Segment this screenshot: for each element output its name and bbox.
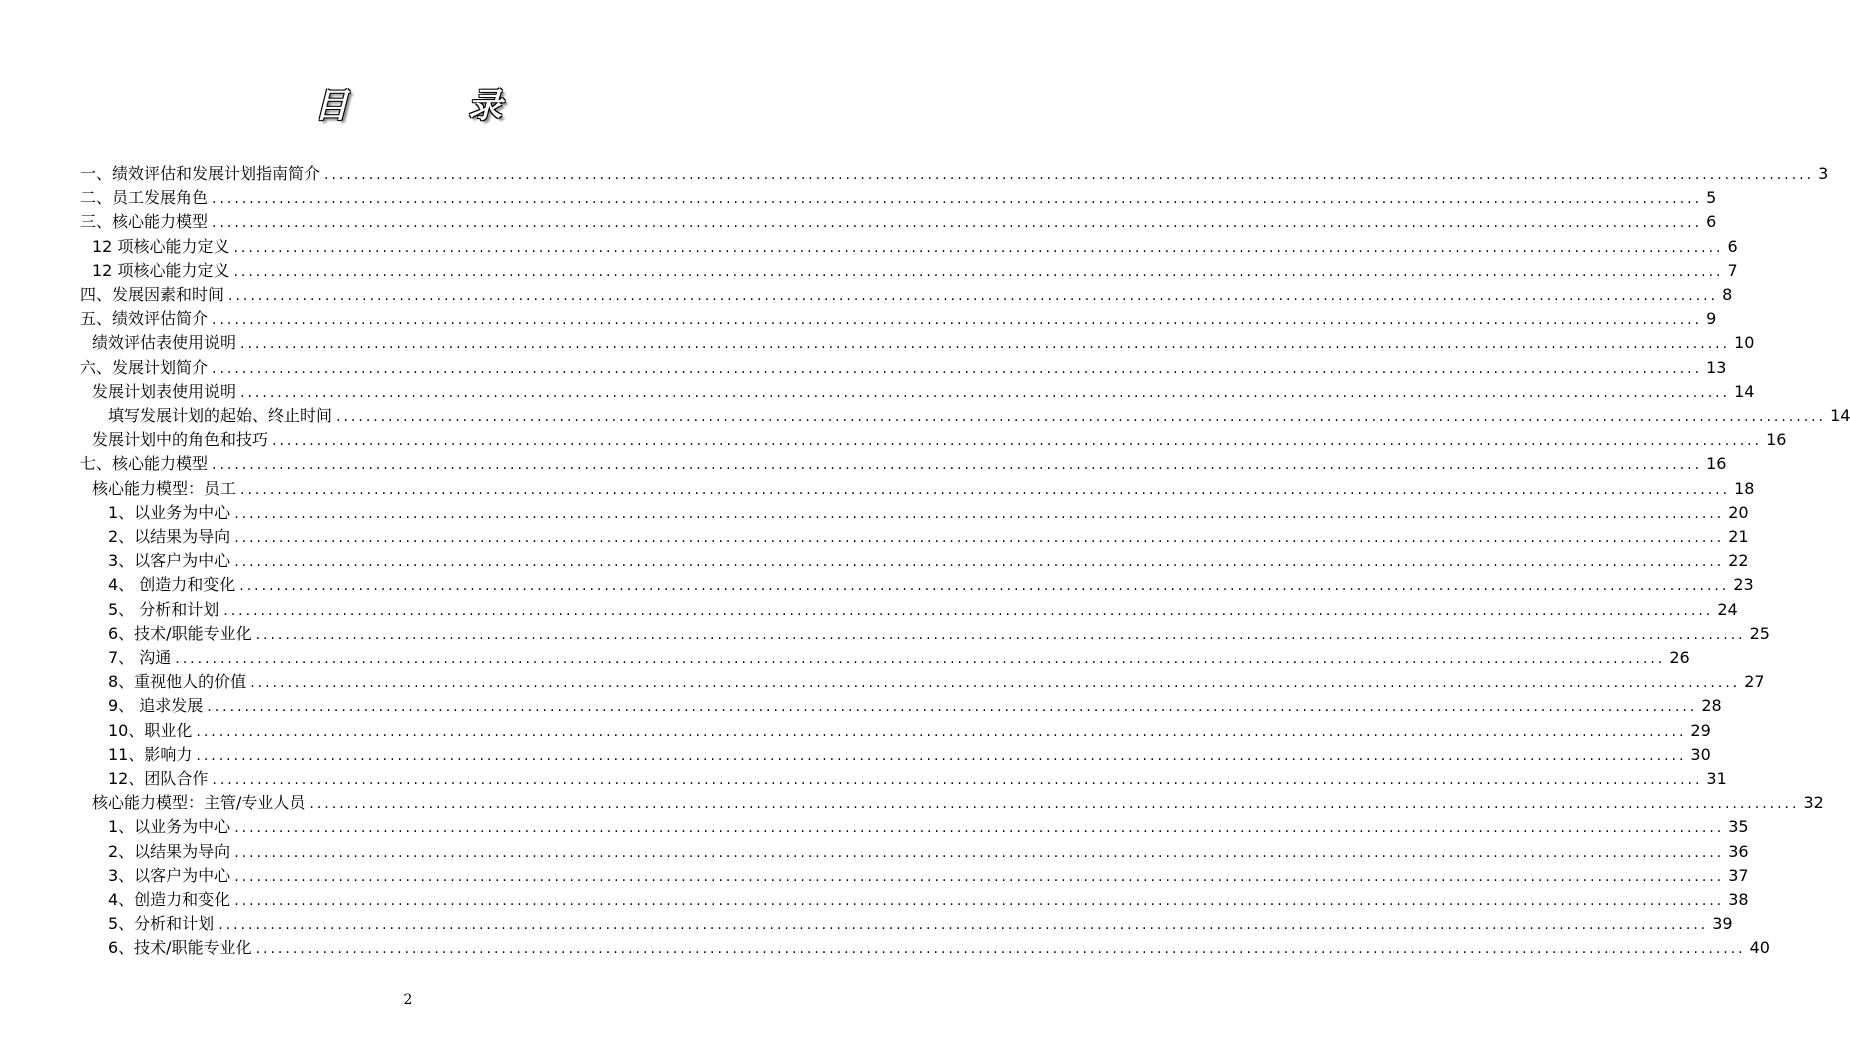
toc-entry-label: 填写发展计划的起始、终止时间 — [108, 406, 333, 425]
toc-entry-page-number: 7 — [1727, 261, 1738, 280]
toc-entry[interactable] — [92, 380, 1755, 404]
toc-entry[interactable] — [92, 791, 1824, 815]
toc-entry-page-number: 16 — [1706, 454, 1727, 473]
toc-entry[interactable] — [108, 864, 1749, 888]
toc-entry-page-number: 16 — [1766, 430, 1787, 449]
toc-dot-leader: ........................................................................................................................................................................................................ — [233, 240, 1724, 256]
toc-entry-label: 11、影响力 — [108, 745, 193, 764]
toc-entry-page-number: 25 — [1749, 624, 1770, 643]
toc-entry[interactable] — [108, 598, 1738, 622]
toc-entry-label: 1、以业务为中心 — [108, 817, 231, 836]
toc-entry-page-number: 13 — [1706, 358, 1727, 377]
toc-entry[interactable] — [108, 549, 1749, 573]
toc-entry-page-number: 22 — [1728, 551, 1749, 570]
toc-entry-label: 5、 分析和计划 — [108, 600, 220, 619]
toc-entry[interactable] — [108, 670, 1765, 694]
toc-entry[interactable] — [108, 719, 1711, 743]
toc-entry-label: 8、重视他人的价值 — [108, 672, 247, 691]
toc-entry-label: 6、技术/职能专业化 — [108, 624, 252, 643]
toc-dot-leader: ........................................................................................................................................................................................................ — [234, 506, 1725, 522]
toc-entry-page-number: 24 — [1717, 600, 1738, 619]
toc-entry-page-number: 10 — [1734, 333, 1755, 352]
toc-entry-page-number: 27 — [1744, 672, 1765, 691]
toc-dot-leader: ........................................................................................................................................................................................................ — [196, 724, 1687, 740]
toc-entry-label: 7、 沟通 — [108, 648, 172, 667]
toc-dot-leader: ........................................................................................................................................................................................................ — [234, 530, 1725, 546]
toc-entry[interactable] — [108, 694, 1722, 718]
toc-entry[interactable] — [80, 283, 1733, 307]
toc-entry-page-number: 30 — [1690, 745, 1711, 764]
document-title: 目 录 — [314, 86, 556, 126]
toc-dot-leader: ........................................................................................................................................................................................................ — [228, 288, 1719, 304]
toc-entry-label: 5、分析和计划 — [108, 914, 215, 933]
toc-entry[interactable] — [108, 525, 1749, 549]
toc-dot-leader: ........................................................................................................................................................................................................ — [255, 941, 1746, 957]
toc-dot-leader: ........................................................................................................................................................................................................ — [212, 457, 1703, 473]
toc-dot-leader: ........................................................................................................................................................................................................ — [234, 869, 1725, 885]
toc-dot-leader: ........................................................................................................................................................................................................ — [336, 409, 1827, 425]
toc-entry-page-number: 18 — [1734, 479, 1755, 498]
toc-entry-page-number: 37 — [1728, 866, 1749, 885]
toc-entry-page-number: 9 — [1706, 309, 1717, 328]
toc-dot-leader: ........................................................................................................................................................................................................ — [175, 651, 1666, 667]
toc-entry-label: 核心能力模型：主管/专业人员 — [92, 793, 306, 812]
toc-entry-page-number: 31 — [1706, 769, 1727, 788]
toc-dot-leader: ........................................................................................................................................................................................................ — [240, 336, 1731, 352]
toc-entry-label: 3、以客户为中心 — [108, 866, 231, 885]
toc-dot-leader: ........................................................................................................................................................................................................ — [272, 433, 1763, 449]
toc-entry[interactable] — [92, 259, 1738, 283]
toc-entry-label: 12、团队合作 — [108, 769, 209, 788]
toc-dot-leader: ........................................................................................................................................................................................................ — [250, 675, 1741, 691]
toc-entry-label: 4、创造力和变化 — [108, 890, 231, 909]
toc-dot-leader: ........................................................................................................................................................................................................ — [234, 820, 1725, 836]
toc-entry-label: 核心能力模型：员工 — [92, 479, 237, 498]
toc-entry[interactable] — [108, 912, 1733, 936]
toc-entry[interactable] — [108, 840, 1749, 864]
toc-entry-page-number: 39 — [1712, 914, 1733, 933]
toc-dot-leader: ........................................................................................................................................................................................................ — [218, 917, 1709, 933]
toc-dot-leader: ........................................................................................................................................................................................................ — [212, 361, 1703, 377]
toc-entry[interactable] — [108, 888, 1749, 912]
toc-entry-label: 七、核心能力模型 — [80, 454, 209, 473]
toc-entry-label: 3、以客户为中心 — [108, 551, 231, 570]
toc-entry[interactable] — [108, 936, 1770, 960]
page-number: 2 — [403, 992, 413, 1008]
toc-entry-label: 9、 追求发展 — [108, 696, 204, 715]
toc-dot-leader: ........................................................................................................................................................................................................ — [212, 772, 1703, 788]
toc-entry-page-number: 5 — [1706, 188, 1717, 207]
toc-dot-leader: ........................................................................................................................................................................................................ — [234, 893, 1725, 909]
toc-entry-page-number: 20 — [1728, 503, 1749, 522]
toc-entry-label: 12 项核心能力定义 — [92, 261, 230, 280]
toc-entry[interactable] — [92, 477, 1755, 501]
toc-dot-leader: ........................................................................................................................................................................................................ — [255, 627, 1746, 643]
toc-entry-label: 2、以结果为导向 — [108, 842, 231, 861]
toc-entry[interactable] — [92, 331, 1755, 355]
toc-entry-label: 4、 创造力和变化 — [108, 575, 236, 594]
toc-entry[interactable] — [108, 573, 1754, 597]
toc-dot-leader: ........................................................................................................................................................................................................ — [309, 796, 1800, 812]
toc-entry[interactable] — [108, 815, 1749, 839]
toc-entry-page-number: 6 — [1727, 237, 1738, 256]
toc-entry-page-number: 8 — [1722, 285, 1733, 304]
toc-entry-label: 五、绩效评估简介 — [80, 309, 209, 328]
toc-dot-leader: ........................................................................................................................................................................................................ — [240, 482, 1731, 498]
toc-entry[interactable] — [80, 307, 1717, 331]
toc-entry[interactable] — [80, 162, 1829, 186]
toc-entry[interactable] — [80, 356, 1727, 380]
toc-entry-label: 10、职业化 — [108, 721, 193, 740]
toc-entry[interactable] — [108, 622, 1770, 646]
toc-entry[interactable] — [108, 767, 1727, 791]
toc-dot-leader: ........................................................................................................................................................................................................ — [212, 215, 1703, 231]
toc-entry[interactable] — [108, 743, 1711, 767]
toc-entry-label: 四、发展因素和时间 — [80, 285, 225, 304]
toc-entry-page-number: 29 — [1690, 721, 1711, 740]
toc-entry[interactable] — [92, 428, 1787, 452]
toc-entry-page-number: 23 — [1733, 575, 1754, 594]
toc-entry-label: 发展计划中的角色和技巧 — [92, 430, 269, 449]
toc-entry-label: 6、技术/职能专业化 — [108, 938, 252, 957]
toc-entry-label: 12 项核心能力定义 — [92, 237, 230, 256]
toc-entry-page-number: 40 — [1749, 938, 1770, 957]
toc-entry-label: 1、以业务为中心 — [108, 503, 231, 522]
toc-entry-page-number: 32 — [1803, 793, 1824, 812]
toc-dot-leader: ........................................................................................................................................................................................................ — [212, 191, 1703, 207]
toc-entry-page-number: 6 — [1706, 212, 1717, 231]
toc-entry-page-number: 3 — [1818, 164, 1829, 183]
toc-entry[interactable] — [108, 646, 1690, 670]
toc-dot-leader: ........................................................................................................................................................................................................ — [324, 167, 1815, 183]
toc-entry-page-number: 28 — [1701, 696, 1722, 715]
toc-dot-leader: ........................................................................................................................................................................................................ — [212, 312, 1703, 328]
toc-entry-page-number: 14 — [1734, 382, 1755, 401]
toc-entry[interactable] — [80, 452, 1727, 476]
toc-entry-label: 六、发展计划简介 — [80, 358, 209, 377]
toc-dot-leader: ........................................................................................................................................................................................................ — [196, 748, 1687, 764]
toc-entry-page-number: 26 — [1669, 648, 1690, 667]
toc-dot-leader: ........................................................................................................................................................................................................ — [234, 554, 1725, 570]
toc-entry-label: 三、核心能力模型 — [80, 212, 209, 231]
toc-dot-leader: ........................................................................................................................................................................................................ — [233, 264, 1724, 280]
toc-entry-label: 一、绩效评估和发展计划指南简介 — [80, 164, 321, 183]
toc-entry-page-number: 36 — [1728, 842, 1749, 861]
toc-entry-page-number: 38 — [1728, 890, 1749, 909]
toc-dot-leader: ........................................................................................................................................................................................................ — [223, 603, 1714, 619]
toc-dot-leader: ........................................................................................................................................................................................................ — [207, 699, 1698, 715]
toc-dot-leader: ........................................................................................................................................................................................................ — [240, 385, 1731, 401]
toc-entry[interactable] — [108, 404, 1850, 428]
toc-entry-label: 二、员工发展角色 — [80, 188, 209, 207]
toc-dot-leader: ........................................................................................................................................................................................................ — [234, 845, 1725, 861]
toc-entry-label: 2、以结果为导向 — [108, 527, 231, 546]
toc-entry-label: 发展计划表使用说明 — [92, 382, 237, 401]
toc-entry-page-number: 21 — [1728, 527, 1749, 546]
toc-entry-page-number: 14 — [1830, 406, 1850, 425]
toc-entry-page-number: 35 — [1728, 817, 1749, 836]
toc-entry[interactable] — [80, 210, 1717, 234]
toc-entry[interactable] — [92, 235, 1738, 259]
toc-entry[interactable] — [108, 501, 1749, 525]
toc-entry[interactable] — [80, 186, 1717, 210]
toc-entry-label: 绩效评估表使用说明 — [92, 333, 237, 352]
toc-dot-leader: ........................................................................................................................................................................................................ — [239, 578, 1730, 594]
